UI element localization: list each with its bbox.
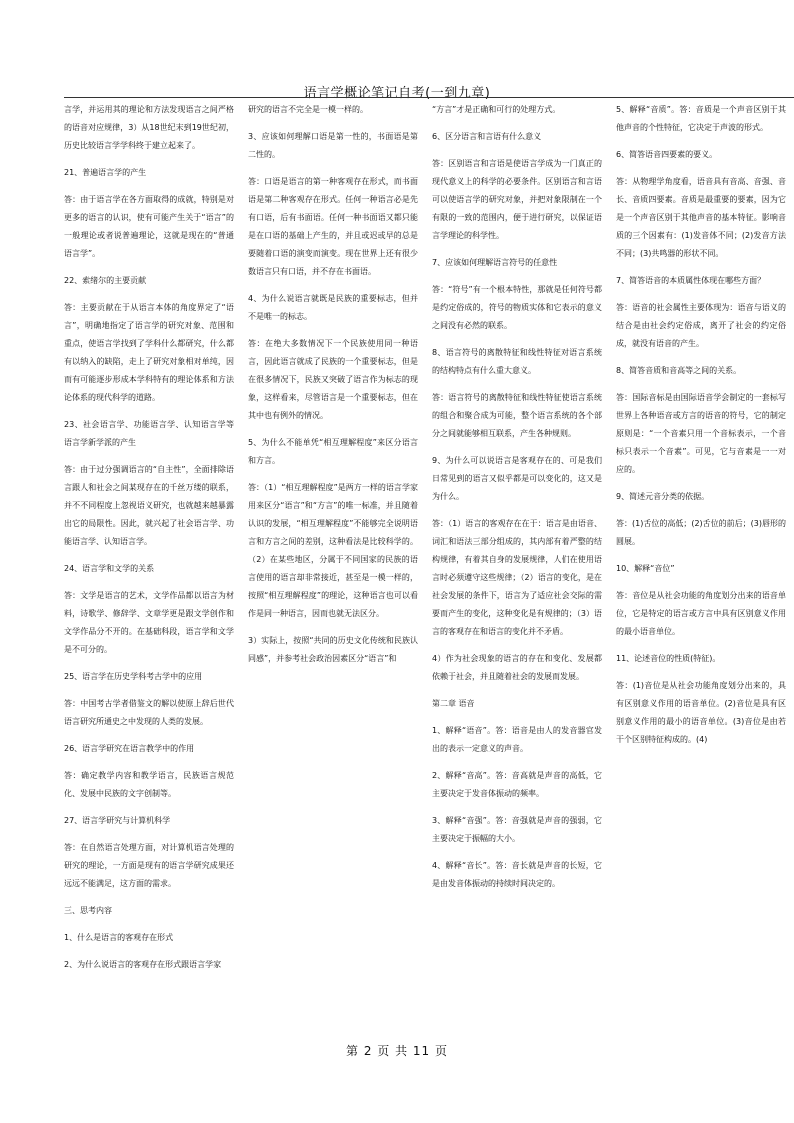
paragraph: 10、解释“音位” xyxy=(616,564,675,573)
paragraph: 研究的语言不完全是一模一样的。 xyxy=(248,105,368,114)
paragraph: 答：中国考古学者借鉴文的解以使原上辞后世代语言研究所通史之中发现的人类的发展。 xyxy=(64,699,234,726)
paragraph: 答：语音的社会属性主要体现为：语音与语义的结合是由社会约定俗成，离开了社会的约定俗成，就没有语音的产生。 xyxy=(616,303,786,348)
paragraph: 5、为什么不能单凭“相互理解程度”来区分语言和方言。 xyxy=(248,438,418,465)
paragraph: 3、应该如何理解口语是第一性的，书面语是第二性的。 xyxy=(248,132,418,159)
text-column-1 xyxy=(64,101,234,1036)
paragraph: 三、思考内容 xyxy=(64,906,112,915)
paragraph: 答：在绝大多数情况下一个民族使用同一种语言，因此语言就成了民族的一个重要标志，但是在很多情况下，民族又突破了语言作为标志的现象，这样看来，尽管语言是一个重要标志，但在其中也有例外的情况。 xyxy=(248,339,418,420)
paragraph: 答：主要贡献在于从语言本体的角度界定了“语言”，明确地指定了语言学的研究对象、范围和重点，使语言学找到了学科什么都研究，什么都有以纳入的缺陷，走上了研究对象相对单纯，因而有可能逐步形成本学科特有的理论体系和方法论体系的现代科学的道路。 xyxy=(64,303,234,402)
paragraph: 2、为什么说语言的客观存在形式跟语言学家 xyxy=(64,960,222,969)
paragraph: 21、普遍语言学的产生 xyxy=(64,168,147,177)
paragraph: 答：（1）“相互理解程度”是两方一样的语言学家用来区分“语言”和“方言”的唯一标准，并且随着认识的发展，“相互理解程度”不能够完全说明语言和方言之间的差别，这种看法是比较科学的。（2）在某些地区，分属于不同国家的民族的语言使用的语言却非常接近，甚至是一模一样的，按照“相互理解程度”的理论，这种语言也可以看作是同一种语言，因而也就无法区分。 xyxy=(248,483,418,618)
paragraph: 答：（1）语言的客观存在在于：语言是由语音、词汇和语法三部分组成的，其内部有着严整的结构规律，有着其自身的发展规律，人们在使用语言时必须遵守这些规律；（2）语言的变化，是在社会发展的条件下，语言为了适应社会交际的需要而产生的变化，这种变化是有规律的；（3）语言的客观存在和语言的变化并不矛盾。 xyxy=(432,519,602,636)
text-column-4 xyxy=(616,101,786,1036)
paragraph: 4、为什么说语言就既是民族的重要标志，但并不是唯一的标志。 xyxy=(248,294,418,321)
paragraph: 第二章 语音 xyxy=(432,699,475,708)
paragraph: 答：(1)音位是从社会功能角度划分出来的，具有区别意义作用的语音单位。(2)音位是具有区别意义作用的最小的语音单位。(3)音位是由若干个区别特征构成的。(4) xyxy=(616,681,786,744)
paragraph: 答：从物理学角度看，语音具有音高、音强、音长、音质四要素。音质是最重要的要素，因为它是一个声音区别于其他声音的基本特征。影响音质的三个因素有：(1)发音体不同；(2)发音方法不同；(3)共鸣器的形状不同。 xyxy=(616,177,786,258)
paragraph: 22、索绪尔的主要贡献 xyxy=(64,276,147,285)
page-header-title: 语言学概论笔记自考(一到九章) xyxy=(303,86,491,101)
paragraph: 4）作为社会现象的语言的存在和变化、发展都依赖于社会，并且随着社会的发展而发展。 xyxy=(432,654,602,681)
paragraph: 3）实际上，按照“共同的历史文化传统和民族认同感”，并参考社会政治因素区分“语言”和 xyxy=(248,636,418,663)
paragraph: “方言”才是正确和可行的处理方式。 xyxy=(432,105,561,114)
paragraph: 1、解释“语音”。答：语音是由人的发音器官发出的表示一定意义的声音。 xyxy=(432,726,602,753)
paragraph: 6、简答语音四要素的要义。 xyxy=(616,150,718,159)
paragraph: 1、什么是语言的客观存在形式 xyxy=(64,933,174,942)
paragraph: 答：口语是语言的第一种客观存在形式，而书面语是第二种客观存在形式。任何一种语言必是先有口语，后有书面语。任何一种书面语又都只能是在口语的基础上产生的，并且或迟或早的总是要随着口语的演变而演变。现在世界上还有很少数语言只有口语，并不存在书面语。 xyxy=(248,177,418,276)
paragraph: 答：区别语言和言语是使语言学成为一门真正的现代意义上的科学的必要条件。区别语言和言语可以使语言学的研究对象，并把对象限制在一个有限的一致的范围内，便于进行研究，以保证语言学理论的科学性。 xyxy=(432,159,602,240)
paragraph: 答：语言符号的离散特征和线性特征使语言系统的组合和聚合成为可能，整个语言系统的各个部分之间就能够相互联系，产生各种规则。 xyxy=(432,393,602,438)
paragraph: 25、语言学在历史学科考古学中的应用 xyxy=(64,672,203,681)
paragraph: 答：音位是从社会功能的角度划分出来的语音单位，它是特定的语言或方言中具有区别意义作用的最小语音单位。 xyxy=(616,591,786,636)
paragraph: 9、简述元音分类的依据。 xyxy=(616,492,710,501)
text-column-2 xyxy=(248,101,418,1036)
paragraph: 答：文学是语言的艺术，文学作品都以语言为材料，诗歌学、修辞学、文章学更是跟文学创作和文学作品分不开的。在基础科段，语言学和文学是不可分的。 xyxy=(64,591,234,654)
paragraph: 答：“符号”有一个根本特性，那就是任何符号都是约定俗成的，符号的物质实体和它表示的意义之间没有必然的联系。 xyxy=(432,285,602,330)
paragraph: 7、应该如何理解语言符号的任意性 xyxy=(432,258,558,267)
paragraph: 答：(1)舌位的高低；(2)舌位的前后；(3)唇形的圆展。 xyxy=(616,519,786,546)
header-rule xyxy=(64,97,794,98)
paragraph: 8、语言符号的离散特征和线性特征对语言系统的结构特点有什么重大意义。 xyxy=(432,348,602,375)
paragraph: 答：由于语言学在各方面取得的成就，特别是对更多的语言的认识，使有可能产生关于“语言”的一般理论或者说普遍理论，这就是现在的“普通语言学”。 xyxy=(64,195,234,258)
paragraph: 5、解释“音质”。答：音质是一个声音区别于其他声音的个性特征，它决定于声波的形式。 xyxy=(616,105,786,132)
paragraph: 7、简答语音的本质属性体现在哪些方面？ xyxy=(616,276,766,285)
paragraph: 27、语言学研究与计算机科学 xyxy=(64,816,171,825)
paragraph: 3、解释“音强”。答：音强就是声音的强弱，它主要决定于振幅的大小。 xyxy=(432,816,602,843)
paragraph: 8、简答音质和音高等之间的关系。 xyxy=(616,366,742,375)
paragraph: 答：由于过分强调语言的“自主性”，全面排除语言跟人和社会之间某现存在的千丝万缕的联系，并不不同程度上忽视语义研究，也就越来越暴露出它的局限性。因此，就兴起了社会语言学、功能语言学、认知语言学。 xyxy=(64,465,234,546)
paragraph: 26、语言学研究在语言教学中的作用 xyxy=(64,744,195,753)
paragraph: 答：在自然语言处理方面，对计算机语言处理的研究的理论，一方面是现有的语言学研究成果还远远不能满足，这方面的需求。 xyxy=(64,843,234,888)
paragraph: 11、论述音位的性质(特征)。 xyxy=(616,654,721,663)
paragraph: 答：确定教学内容和教学语言，民族语言规范化、发展中民族的文字创制等。 xyxy=(64,771,234,798)
paragraph: 2、解释“音高”。答：音高就是声音的高低，它主要决定于发音体振动的频率。 xyxy=(432,771,602,798)
paragraph: 答：国际音标是由国际语音学会制定的一套标写世界上各种语音或方言的语音的符号，它的制定原则是：“一个音素只用一个音标表示，一个音标只表示一个音素”。可见，它与音素是一一对应的。 xyxy=(616,393,786,474)
page-number: 第 2 页 共 11 页 xyxy=(346,1044,448,1058)
paragraph: 6、区分语言和言语有什么意义 xyxy=(432,132,542,141)
paragraph: 23、社会语言学、功能语言学、认知语言学等语言学新学派的产生 xyxy=(64,420,234,447)
paragraph: 4、解释“音长”。答：音长就是声音的长短，它是由发音体振动的持续时间决定的。 xyxy=(432,861,602,888)
paragraph: 24、语言学和文学的关系 xyxy=(64,564,155,573)
text-column-3 xyxy=(432,101,602,1036)
paragraph: 9、为什么可以说语言是客观存在的、可是我们日常见到的语言又似乎都是可以变化的，这又是为什么。 xyxy=(432,456,602,501)
paragraph: 言学，并运用其的理论和方法发现语言之间严格的语音对应规律，3）从18世纪末到19世纪初，历史比较语言学学科终于建立起来了。 xyxy=(64,105,234,150)
